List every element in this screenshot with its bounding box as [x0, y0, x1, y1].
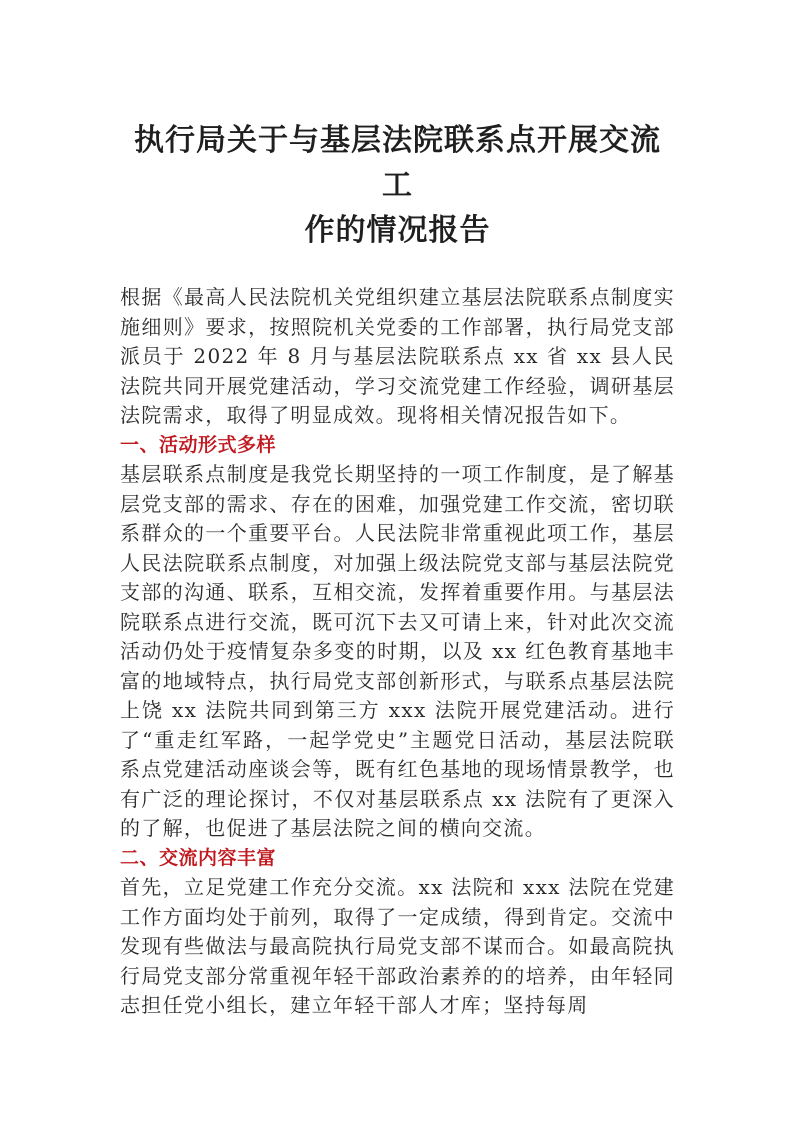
- section-2-paragraph: 首先，立足党建工作充分交流。xx 法院和 xxx 法院在党建工作方面均处于前列，取得了一定成绩，得到肯定。交流中发现有些做法与最高院执行局党支部不谋而合。如最高院执行局党支部分常重视年轻干部政治素养的的培养，由年轻同志担任党小组长，建立年轻干部人才库；坚持每周: [120, 875, 675, 1017]
- section-2-heading: 二、交流内容丰富: [120, 846, 277, 869]
- document-title-line-1: 执行局关于与基层法院联系点开展交流工: [134, 123, 661, 203]
- section-1-heading: 一、活动形式多样: [120, 433, 277, 456]
- document-title: [120, 118, 675, 253]
- section-1-paragraph: 基层联系点制度是我党长期坚持的一项工作制度，是了解基层党支部的需求、存在的困难，加强党建工作交流，密切联系群众的一个重要平台。人民法院非常重视此项工作，基层人民法院联系点制度，对加强上级法院党支部与基层法院党支部的沟通、联系，互相交流，发挥着重要作用。与基层法院联系点进行交流，既可沉下去又可请上来，针对此次交流活动仍处于疫情复杂多变的时期，以及 xx 红色教育基地丰富的地域特点，执行局党支部创新形式，与联系点基层法院上饶 xx 法院共同到第三方 xxx 法院开展党建活动。进行了“重走红军路，一起学党史”主题党日活动，基层法院联系点党建活动座谈会等，既有红色基地的现场情景教学，也有广泛的理论探讨，不仅对基层联系点 xx 法院有了更深入的了解，也促进了基层法院之间的横向交流。: [120, 462, 675, 840]
- intro-paragraph: 根据《最高人民法院机关党组织建立基层法院联系点制度实施细则》要求，按照院机关党委的工作部署，执行局党支部派员于 2022 年 8 月与基层法院联系点 xx 省 xx 县人民法院共同开展党建活动，学习交流党建工作经验，调研基层法院需求，取得了明显成效。现将相关情况报告如下。: [120, 285, 675, 427]
- document-title-line-2: 作的情况报告: [304, 213, 491, 248]
